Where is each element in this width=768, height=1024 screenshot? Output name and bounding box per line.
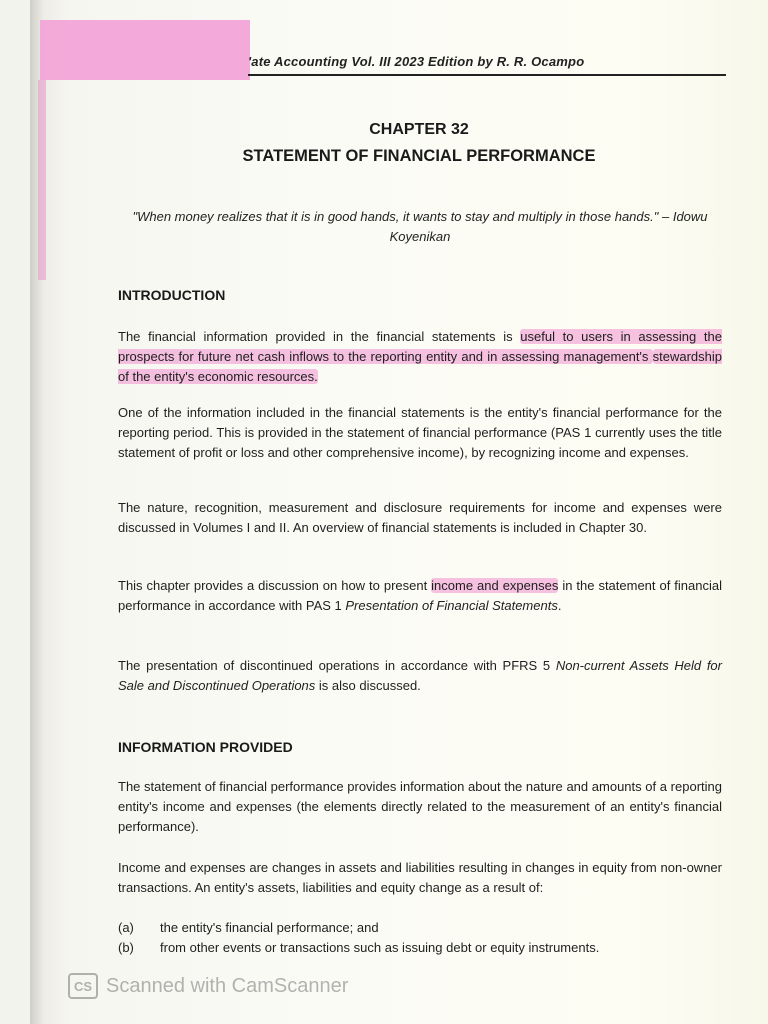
section-heading-information-provided: INFORMATION PROVIDED — [118, 739, 293, 755]
list-item — [118, 938, 722, 958]
epigraph-attribution: – Idowu Koyenikan — [389, 209, 708, 244]
intro-p1-text: The financial information provided in the financial statements is — [118, 329, 521, 344]
chapter-number: CHAPTER 32 — [369, 121, 469, 138]
camscanner-watermark — [68, 973, 348, 999]
highlighted-text: stewardship of the entity's economic resources. — [118, 349, 722, 384]
epigraph-quote: "When money realizes that it is in good hands, it wants to stay and multiply in those hands." — [132, 209, 659, 224]
list-item — [118, 918, 722, 938]
list-marker: (b) — [118, 940, 134, 955]
intro-paragraph-3: The nature, recognition, measurement and disclosure requirements for income and expenses were discussed in Volumes I and II. An overview of financial statements is included in Chapter 30. — [118, 500, 722, 535]
intro-paragraph-1 — [118, 327, 722, 387]
intro-p4-text: in the statement of financial performance in accordance with PAS 1 — [118, 578, 722, 613]
camscanner-logo-icon: CS — [68, 973, 98, 999]
intro-p5-text: The presentation of discontinued operations in accordance with PFRS 5 — [118, 658, 556, 673]
standard-title: Presentation of Financial Statements — [345, 598, 558, 613]
list-marker: (a) — [118, 920, 134, 935]
intro-p4-text: This chapter provides a discussion on how to present — [118, 578, 432, 593]
info-paragraph-2: Income and expenses are changes in assets and liabilities resulting in changes in equity from non-owner transactions. An entity's assets, liabilities and equity change as a result of: — [118, 860, 722, 895]
intro-paragraph-5 — [118, 656, 722, 696]
epigraph — [120, 207, 720, 247]
intro-p4-text: . — [557, 598, 562, 613]
highlighter-mark — [40, 20, 250, 80]
running-header: 'ate Accounting Vol. III 2023 Edition by R. R. Ocampo — [248, 54, 585, 69]
list-item-text: from other events or transactions such as issuing debt or equity instruments. — [160, 940, 600, 955]
watermark-text: Scanned with CamScanner — [106, 974, 349, 997]
intro-paragraph-4 — [118, 576, 722, 616]
highlighted-text: useful to users in assessing the prospects for future net cash inflows to the reporting entity and in assessing management's — [118, 329, 722, 364]
header-rule — [248, 74, 726, 76]
highlighter-strip — [38, 80, 46, 280]
info-list — [118, 918, 722, 958]
list-item-text: the entity's financial performance; and — [160, 920, 379, 935]
chapter-title: STATEMENT OF FINANCIAL PERFORMANCE — [242, 147, 596, 165]
info-paragraph-1: The statement of financial performance provides information about the nature and amounts of a reporting entity's income and expenses (the elements directly related to the measurement of an entity's financial performance). — [118, 779, 722, 834]
section-heading-introduction: INTRODUCTION — [118, 287, 226, 303]
standard-title: Non-current Assets Held for Sale and Discontinued Operations — [118, 658, 722, 693]
highlighted-text: income and expenses — [431, 578, 559, 593]
intro-p5-text: is also discussed. — [315, 678, 421, 693]
intro-paragraph-2: One of the information included in the financial statements is the entity's financial performance for the reporting period. This is provided in the statement of financial performance (PAS 1 currently uses the title statement of profit or loss and other comprehensive income), by recognizing income and expenses. — [118, 405, 722, 460]
